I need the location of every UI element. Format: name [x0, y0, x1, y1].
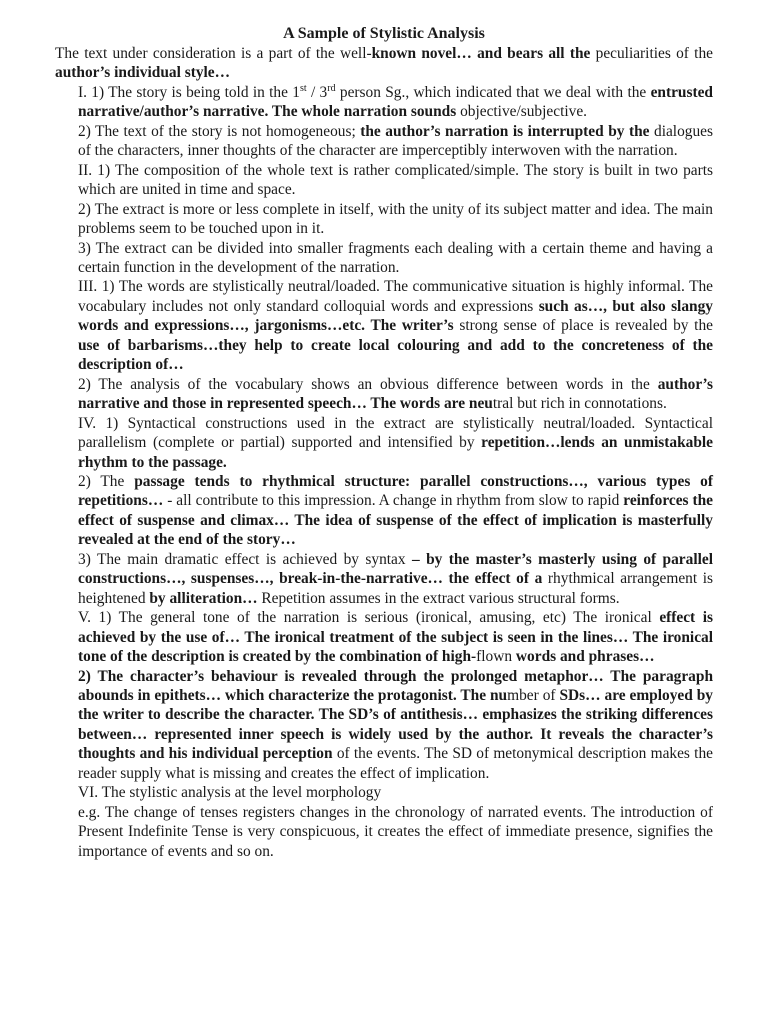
section-5-point-2	[55, 667, 713, 784]
section-2-point-2	[55, 200, 713, 239]
text-run-bold: repetition…lends an unmistakable rhythm to the passage.	[78, 434, 713, 471]
superscript: st	[299, 82, 307, 94]
text-run: 2) The extract is more or less complete in itself, with the unity of its subject matter and idea. The main problems seem to be touched upon in it.	[78, 200, 713, 238]
text-run-bold: author’s narrative and those in represented speech… The words are neu	[78, 375, 713, 413]
section-4-point-1	[55, 414, 713, 472]
text-run-bold: author’s individual style…	[55, 64, 231, 82]
section-2-point-1	[55, 161, 713, 200]
section-1-point-2	[55, 122, 713, 161]
text-run: objective/subjective.	[456, 103, 587, 121]
text-run: peculiarities of the	[590, 45, 713, 62]
text-run: mber of	[507, 686, 560, 704]
section-4-point-3	[55, 550, 713, 608]
text-run: 2) The	[78, 472, 135, 490]
text-run-bold: reinforces the effect of suspense and climax… The idea of suspense of the effect of implication is masterfully revealed at the end of the story…	[78, 492, 714, 549]
text-run: VI. The stylistic analysis at the level morphology	[78, 784, 382, 802]
text-run: flown	[476, 648, 516, 666]
intro-paragraph	[55, 44, 713, 83]
text-run-bold: use of barbarisms…they help to create local colouring and add to the concreteness of the description of…	[78, 336, 713, 374]
text-run: V. 1) The general tone of the narration is serious (ironical, amusing, etc) The ironical	[78, 609, 660, 627]
text-run-bold: passage tends to rhythmical structure: parallel constructions…, various types of repetitions…	[78, 472, 713, 510]
text-run-bold: words and phrases…	[515, 648, 655, 666]
text-run: 3) The main dramatic effect is achieved by syntax	[78, 550, 412, 568]
text-run: 2) The analysis of the vocabulary shows an obvious difference between words in the	[78, 375, 658, 393]
text-run-bold: effect is achieved by the use of… The ironical treatment of the subject is seen in the lines… The ironical tone of the description is created by the combination of high-	[78, 609, 714, 666]
section-3-point-2	[55, 375, 713, 414]
text-run-bold: by alliteration…	[149, 589, 258, 607]
document-page	[55, 24, 713, 861]
section-3-point-1	[55, 277, 713, 374]
text-run: dialogues of the characters, inner thoughts of the character are imperceptibly interwoven with the narration.	[78, 122, 713, 160]
text-run: 3) The extract can be divided into smaller fragments each dealing with a certain theme and having a certain function in the development of the narration.	[78, 239, 713, 276]
section-6-heading	[55, 783, 713, 802]
text-run: strong sense of place is revealed by the	[453, 317, 713, 335]
text-run: rhythmical arrangement is heightened	[78, 570, 714, 607]
text-run-bold: known novel… and bears all the	[371, 45, 591, 62]
text-run: IV. 1) Syntactical constructions used in the extract are stylistically neutral/loaded. Syntactical parallelism (complete or partial) supported and intensified by	[78, 414, 713, 452]
text-run: e.g. The change of tenses registers changes in the chronology of narrated events. The introduction of Present Indefinite Tense is very conspicuous, it creates the effect of immediate presence, signifies the importance of events and so on.	[78, 803, 713, 860]
text-run: - all contribute to this impression. A change in rhythm from slow to rapid	[163, 492, 624, 510]
text-run: 2) The text of the story is not homogeneous;	[78, 122, 361, 140]
text-run-bold: 2) The character’s behaviour is revealed through the prolonged metaphor… The paragraph abounds in epithets… which characterize the protagonist. The nu	[78, 667, 713, 704]
text-run-bold: – by the master’s masterly using of parallel constructions…, suspenses…, break-in-the-narrative… the effect of a	[78, 550, 713, 588]
section-4-point-2	[55, 472, 713, 550]
section-1-point-1	[55, 83, 713, 122]
text-run: person Sg., which indicated that we deal with the	[335, 83, 651, 101]
text-run-bold: SDs… are employed by the writer to describe the character. The SD’s of antithesis… emphasizes the striking differences between… represented inner speech is widely used by the author. It reveals the character’s thoughts and his individual perception	[78, 686, 714, 763]
document-title: A Sample of Stylistic Analysis	[283, 25, 485, 42]
text-run: / 3	[306, 83, 328, 101]
section-6-example	[55, 803, 713, 861]
text-run: The text under consideration is a part of the well-	[55, 45, 372, 62]
text-run: of the events. The SD of metonymical description makes the reader supply what is missing and creates the effect of implication.	[78, 745, 713, 782]
text-run-bold: entrusted narrative/author’s narrative. The whole narration sounds	[78, 83, 713, 121]
text-run: III. 1) The words are stylistically neutral/loaded. The communicative situation is highly informal. The vocabulary includes not only standard colloquial words and expressions	[78, 278, 713, 315]
section-5-point-1	[55, 608, 713, 666]
section-2-point-3	[55, 239, 713, 278]
text-run: tral but rich in connotations.	[492, 395, 667, 413]
text-run-bold: the author’s narration is interrupted by the	[360, 122, 650, 140]
superscript: rd	[327, 82, 336, 94]
text-run: II. 1) The composition of the whole text is rather complicated/simple. The story is built in two parts which are united in time and space.	[78, 161, 713, 199]
text-run-bold: such as…, but also slangy words and expressions…, jargonisms…etc. The writer’s	[78, 297, 713, 335]
text-run: I. 1) The story is being told in the 1	[78, 83, 300, 101]
text-run: Repetition assumes in the extract various structural forms.	[257, 589, 620, 607]
